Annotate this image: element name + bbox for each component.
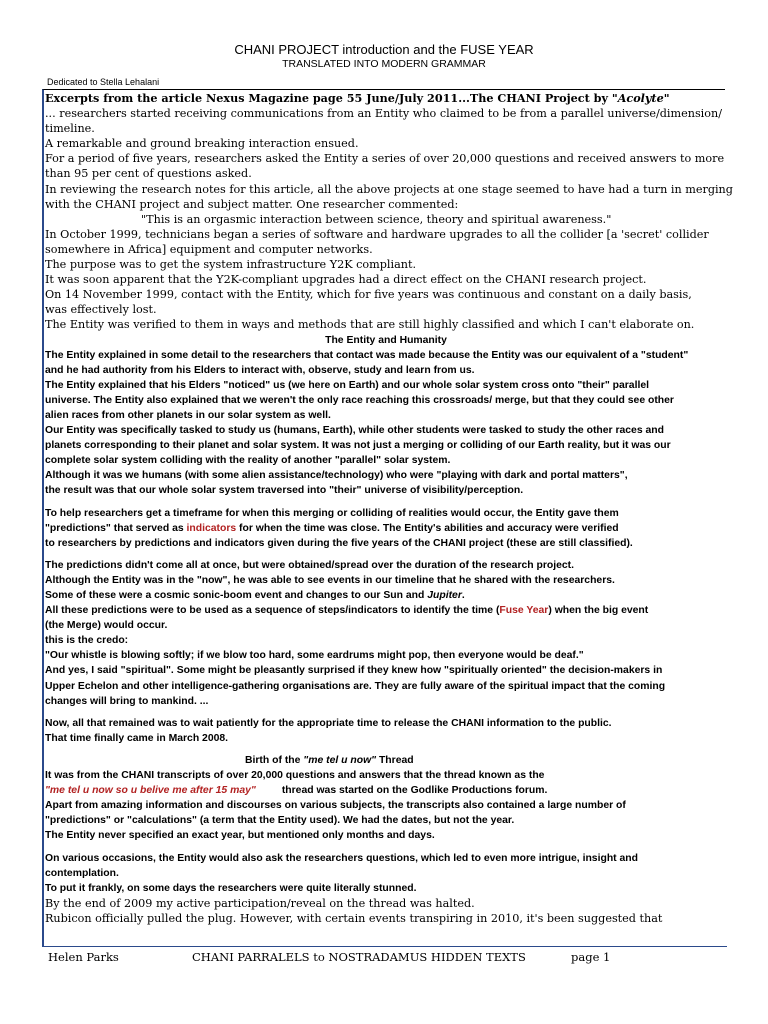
predictions-text: "predictions" that served as [45, 522, 187, 534]
para4-line: Now, all that remained was to wait patiently for the appropriate time to release the CHANI information to the public. [45, 717, 612, 729]
section2-para2-line: contemplation. [45, 867, 119, 879]
intro-quote: "This is an orgasmic interaction between science, theory and spiritual awareness." [141, 212, 612, 226]
intro-line: It was soon apparent that the Y2K-compliant upgrades had a direct effect on the CHANI research project. [45, 273, 647, 287]
intro-line: somewhere in Africa] equipment and computer networks. [45, 242, 373, 256]
excerpt-author: "Acolyte" [611, 91, 670, 105]
predictions-text-rest: for when the time was close. The Entity's abilities and accuracy were verified [236, 522, 619, 534]
para3-line: this is the credo: [45, 635, 129, 647]
para3-line: (the Merge) would occur. [45, 620, 168, 632]
timeframe-line: To help researchers get a timeframe for when this merging or colliding of realities would occur, the Entity gave them [45, 507, 619, 519]
intro-line: On 14 November 1999, contact with the Entity, which for five years was continuous and constant on a daily basis, [45, 288, 692, 302]
intro-line: timeline. [45, 122, 95, 136]
section1-line: universe. The Entity also explained that we weren't the only race reaching this crossroads/ merge, but that they could see other [45, 394, 674, 406]
thread-heading-end: Thread [376, 754, 414, 766]
intro-line: was effectively lost. [45, 303, 157, 317]
excerpt-heading [45, 91, 727, 106]
section1-line: Our Entity was specifically tasked to study us (humans, Earth), while other students were tasked to study the other races and [45, 425, 664, 437]
para3-line: Upper Echelon and other intelligence-gathering organisations are. They are fully aware of the spiritual impact that the coming [45, 680, 666, 692]
big-event-text: ) when the big event [548, 605, 649, 617]
section2-para2-line: On various occasions, the Entity would also ask the researchers questions, which led to even more intrigue, insight and [45, 852, 638, 864]
thread-name: "me tel u now" [303, 754, 377, 766]
para3-line [45, 588, 727, 603]
para3-line: Although the Entity was in the "now", he was able to see events in our timeline that he shared with the researchers. [45, 574, 615, 586]
section2-para2-line: Rubicon officially pulled the plug. However, with certain events transpiring in 2010, it's been suggested that [45, 911, 663, 925]
section-heading-entity: The Entity and Humanity [325, 334, 447, 346]
section2-line [45, 783, 727, 798]
document-body [45, 91, 733, 926]
intro-line: than 95 per cent of questions asked. [45, 167, 252, 181]
sequence-text: All these predictions were to be used as a sequence of steps/indicators to identify the time ( [45, 605, 500, 617]
intro-line: For a period of five years, researchers asked the Entity a series of over 20,000 questions and received answers to more [45, 152, 725, 166]
intro-line: In October 1999, technicians began a series of software and hardware upgrades to all the collider [a 'secret' collider [45, 227, 709, 241]
footer-author: Helen Parks [48, 950, 119, 964]
para3-line: And yes, I said "spiritual". Some might be pleasantly surprised if they knew how "spiritually oriented" the decision-makers in [45, 665, 663, 677]
section1-line: planets corresponding to their planet and solar system. It was not just a merging or colliding of our Earth reality, but it was our [45, 440, 671, 452]
section2-line: Apart from amazing information and discourses on various subjects, the transcripts also contained a large number of [45, 800, 626, 812]
section1-line: the result was that our whole solar system traversed into "their" universe of visibility/perception. [45, 485, 524, 497]
section1-line: Although it was we humans (with some alien assistance/technology) who were "playing with dark and portal matters", [45, 470, 628, 482]
credo-quote: "Our whistle is blowing softly; if we blow too hard, some eardrums might pop, then everyone would be deaf." [45, 650, 584, 662]
thread-title-highlight: "me tel u now so u belive me after 15 may" [45, 785, 256, 797]
godlike-forum-text: thread was started on the Godlike Productions forum. [281, 785, 548, 797]
section2-para2-line: By the end of 2009 my active participation/reveal on the thread was halted. [45, 896, 475, 910]
dedication-line: Dedicated to Stella Lehalani [47, 77, 160, 87]
document-subtitle: TRANSLATED INTO MODERN GRAMMAR [282, 58, 486, 70]
section1-line: complete solar system colliding with the reality of another "parallel" solar system. [45, 455, 451, 467]
intro-line: The purpose was to get the system infrastructure Y2K compliant. [45, 258, 416, 272]
verified-line: to researchers by predictions and indicators given during the five years of the CHANI project (these are still classified). [45, 537, 633, 549]
period: . [461, 590, 465, 601]
section1-line: alien races from other planets in our solar system as well. [45, 409, 331, 421]
section-heading-thread [45, 753, 727, 768]
intro-line: The Entity was verified to them in ways and methods that are still highly classified and which I can't elaborate on. [45, 318, 695, 332]
section2-line: It was from the CHANI transcripts of over 20,000 questions and answers that the thread known as the [45, 770, 545, 782]
intro-line: A remarkable and ground breaking interaction ensued. [45, 137, 359, 151]
document-title: CHANI PROJECT introduction and the FUSE YEAR [234, 42, 534, 57]
jupiter-word: Jupiter [427, 590, 462, 601]
footer-page-number: page 1 [571, 950, 611, 964]
intro-line: with the CHANI project and subject matter. One researcher commented: [45, 197, 459, 211]
section2-line: "predictions" or "calculations" (a term that the Entity used). We had the dates, but not the year. [45, 815, 515, 827]
page-footer [48, 947, 728, 967]
section2-line: The Entity never specified an exact year, but mentioned only months and days. [45, 830, 435, 842]
fuse-year-highlight: Fuse Year [499, 605, 549, 617]
section1-line: The Entity explained that his Elders "noticed" us (we here on Earth) and our whole solar system cross onto "their" parallel [45, 379, 650, 391]
section1-line: and he had authority from his Elders to interact with, observe, study and learn from us. [45, 364, 475, 376]
para3-line: changes will bring to mankind. ... [45, 695, 209, 707]
para3-line: The predictions didn't come all at once, but were obtained/spread over the duration of the research project. [45, 559, 575, 571]
sonic-boom-text: Some of these were a cosmic sonic-boom event and changes to our Sun and [45, 590, 428, 601]
indicators-highlight: indicators [186, 522, 237, 534]
intro-line: ... researchers started receiving communications from an Entity who claimed to be from a parallel universe/dimension/ [45, 107, 722, 121]
para3-line [45, 603, 727, 618]
predictions-line [45, 521, 727, 536]
section2-para2-line: To put it frankly, on some days the researchers were quite literally stunned. [45, 882, 417, 894]
para4-line: That time finally came in March 2008. [45, 732, 229, 744]
thread-heading-text: Birth of the [245, 754, 304, 766]
footer-document-title: CHANI PARRALELS to NOSTRADAMUS HIDDEN TEXTS [192, 950, 526, 964]
intro-line: In reviewing the research notes for this article, all the above projects at one stage seemed to have had a turn in merging [45, 182, 733, 196]
section1-line: The Entity explained in some detail to the researchers that contact was made because the Entity was our equivalent of a "student" [45, 349, 689, 361]
excerpt-heading-text: Excerpts from the article Nexus Magazine page 55 June/July 2011...The CHANI Project by [45, 91, 612, 105]
